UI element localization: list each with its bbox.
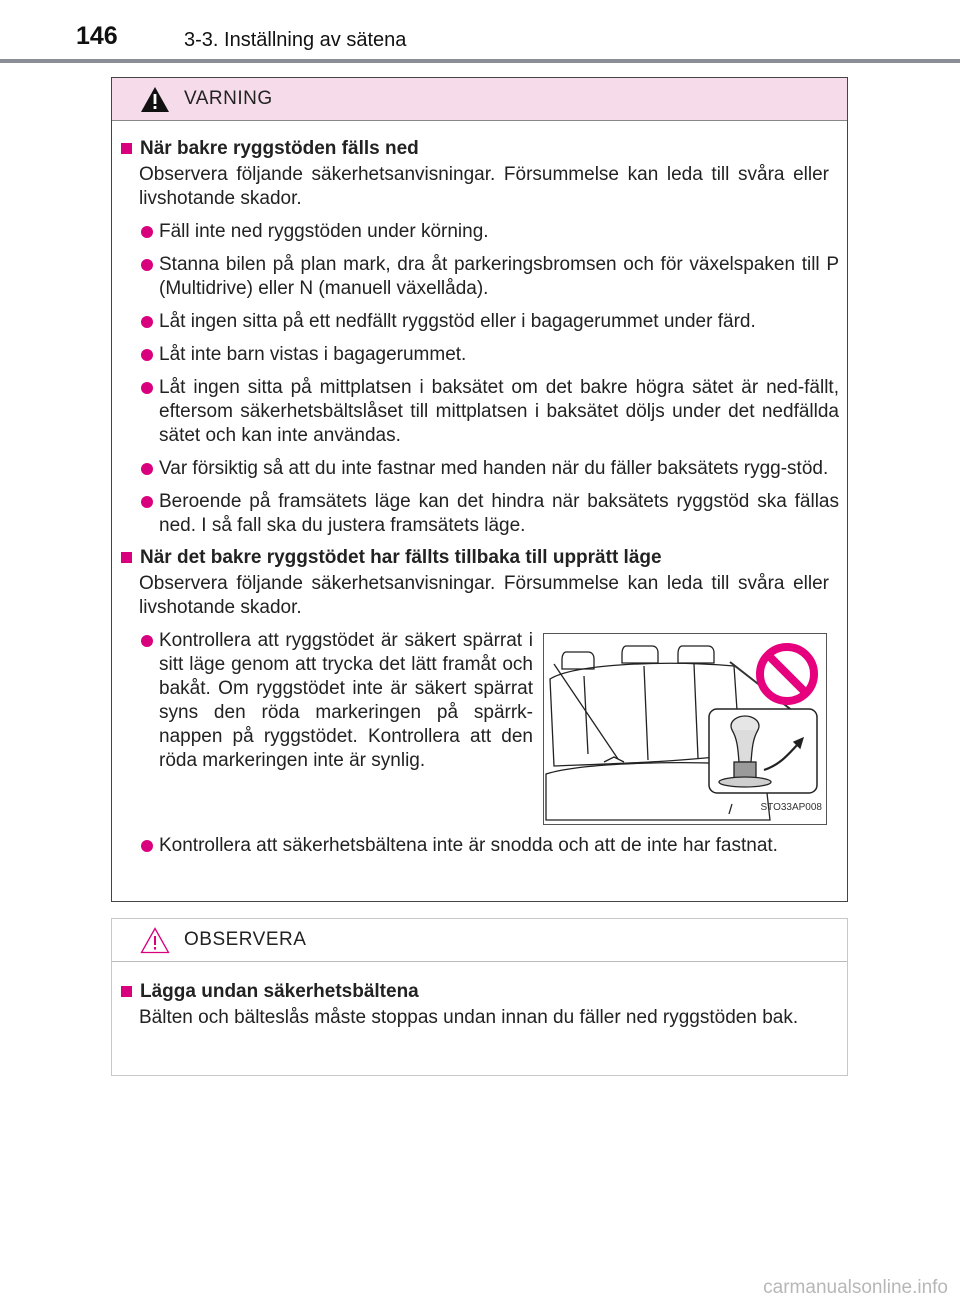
caution-text: Bälten och bälteslås måste stoppas undan innan du fäller ned ryggstöden bak. xyxy=(139,1007,799,1028)
section-intro: Observera följande säkerhetsanvisningar. Försummelse kan leda till svåra eller livshotande skador. xyxy=(139,573,829,618)
bullet-dot-icon xyxy=(141,316,153,328)
list-item: Låt inte barn vistas i bagagerummet. xyxy=(141,343,839,367)
caution-triangle-icon xyxy=(140,927,170,954)
figure-code: STO33AP008 xyxy=(760,802,822,813)
list-item: Kontrollera att ryggstödet är säkert spärrat i sitt läge genom att trycka det lätt framåt och bakåt. Om ryggstödet inte är säkert spärrat syns den röda markeringen på spärrk-nappen på ryggstödet. Kontrollera att den röda markeringen inte är synlig. xyxy=(141,629,533,773)
caution-label: OBSERVERA xyxy=(184,929,307,950)
list-item: Kontrollera att säkerhetsbältena inte är snodda och att de inte har fastnat. xyxy=(141,834,839,858)
caution-body xyxy=(112,962,847,1030)
page-number: 146 xyxy=(76,22,118,50)
section-heading: När det bakre ryggstödet har fällts tillbaka till upprätt läge xyxy=(121,546,839,570)
bullet-dot-icon xyxy=(141,349,153,361)
section-title: 3-3. Inställning av sätena xyxy=(184,29,407,51)
section-heading: Lägga undan säkerhetsbältena xyxy=(121,980,839,1004)
list-item: Låt ingen sitta på ett nedfällt ryggstöd eller i bagagerummet under färd. xyxy=(141,310,839,334)
warning-box xyxy=(111,77,848,902)
section-intro: Observera följande säkerhetsanvisningar. Försummelse kan leda till svåra eller livshotande skador. xyxy=(139,164,829,209)
warning-body xyxy=(112,121,847,858)
watermark: carmanualsonline.info xyxy=(763,1277,948,1298)
list-item: Stanna bilen på plan mark, dra åt parkeringsbromsen och för växelspaken till P (Multidrive) eller N (manuell växellåda). xyxy=(141,253,839,301)
caution-header xyxy=(112,919,847,962)
square-bullet-icon xyxy=(121,986,132,997)
section-heading: När bakre ryggstöden fälls ned xyxy=(121,137,839,161)
bullet-dot-icon xyxy=(141,463,153,475)
bullet-dot-icon xyxy=(141,840,153,852)
list-item: Beroende på framsätets läge kan det hindra när baksätets ryggstöd ska fällas ned. I så fall ska du justera framsätets läge. xyxy=(141,490,839,538)
page-header xyxy=(0,0,960,62)
square-bullet-icon xyxy=(121,143,132,154)
warning-triangle-icon xyxy=(140,86,170,113)
bullet-dot-icon xyxy=(141,496,153,508)
warning-label: VARNING xyxy=(184,88,273,109)
seat-illustration xyxy=(543,633,827,825)
list-item: Var försiktig så att du inte fastnar med handen när du fäller baksätets rygg-stöd. xyxy=(141,457,839,481)
header-rule xyxy=(0,59,960,63)
square-bullet-icon xyxy=(121,552,132,563)
bullet-dot-icon xyxy=(141,382,153,394)
list-item: Fäll inte ned ryggstöden under körning. xyxy=(141,220,839,244)
illustrated-item xyxy=(121,629,839,832)
bullet-dot-icon xyxy=(141,259,153,271)
bullet-dot-icon xyxy=(141,635,153,647)
caution-box xyxy=(111,918,848,1076)
bullet-dot-icon xyxy=(141,226,153,238)
list-item: Låt ingen sitta på mittplatsen i baksätet om det bakre högra sätet är ned-fällt, eftersom säkerhetsbältslåset till mittplatsen i baksätet döljs under det nedfällda sätet och kan inte användas. xyxy=(141,376,839,448)
warning-header xyxy=(112,78,847,121)
